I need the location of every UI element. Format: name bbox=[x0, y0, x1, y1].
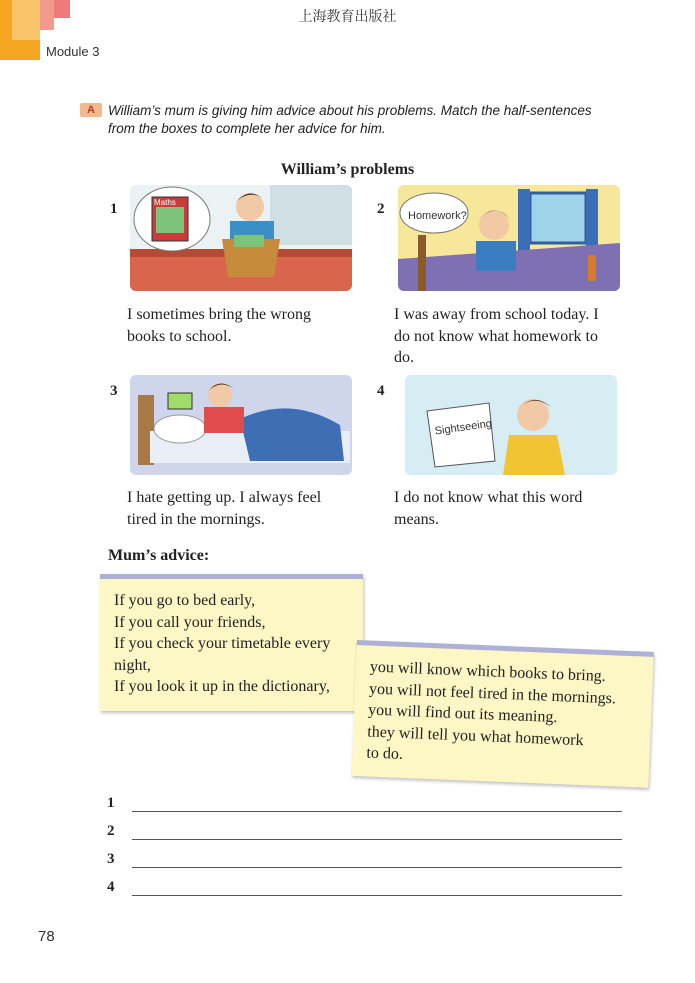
problem-4-illustration bbox=[405, 375, 617, 475]
advice-result: they will tell you what homework bbox=[366, 722, 584, 749]
page-number: 78 bbox=[38, 928, 55, 945]
advice-condition: If you call your friends, bbox=[114, 613, 266, 631]
answer-3-line[interactable] bbox=[132, 867, 622, 868]
problem-4-line: means. bbox=[394, 510, 439, 528]
answer-2-line[interactable] bbox=[132, 839, 622, 840]
problem-4-text bbox=[394, 487, 582, 530]
advice-result: you will not feel tired in the mornings. bbox=[368, 680, 617, 707]
problem-3-line: I hate getting up. I always feel bbox=[127, 489, 322, 506]
answer-2-number: 2 bbox=[107, 823, 115, 839]
problem-1-line: I sometimes bring the wrong bbox=[127, 306, 311, 323]
problem-1-line: books to school. bbox=[127, 327, 232, 345]
answer-3-number: 3 bbox=[107, 851, 115, 867]
advice-condition: If you check your timetable every bbox=[114, 635, 331, 652]
advice-condition: If you look it up in the dictionary, bbox=[114, 678, 330, 695]
problem-3-illustration bbox=[130, 375, 352, 475]
problem-1-illustration bbox=[130, 185, 352, 291]
problem-2-line: do not know what homework to bbox=[394, 327, 598, 345]
problem-2-illustration bbox=[398, 185, 620, 291]
answer-4-line[interactable] bbox=[132, 895, 622, 896]
activity-letter: A bbox=[87, 104, 95, 116]
problem-1-number: 1 bbox=[110, 201, 118, 217]
advice-condition: night, bbox=[114, 656, 151, 674]
advice-result: to do. bbox=[366, 744, 404, 763]
problem-3-line: tired in the mornings. bbox=[127, 510, 265, 528]
problem-3-text bbox=[127, 487, 321, 530]
advice-result: you will know which books to bring. bbox=[369, 658, 607, 686]
advice-right-box bbox=[352, 640, 654, 788]
advice-left-box bbox=[100, 574, 363, 711]
maths-book-sign: Maths bbox=[154, 198, 176, 207]
homework-thought-sign: Homework? bbox=[408, 210, 467, 222]
problem-3-number: 3 bbox=[110, 383, 118, 399]
instruction-line-1: William’s mum is giving him advice about his problems. Match the half-sentences bbox=[108, 103, 592, 118]
problem-4-number: 4 bbox=[377, 383, 385, 399]
problems-title: William’s problems bbox=[280, 161, 415, 178]
problem-2-text bbox=[394, 304, 599, 369]
problem-2-line: do. bbox=[394, 349, 414, 366]
sightseeing-sign: Sightseeing bbox=[434, 417, 493, 438]
answer-1-line[interactable] bbox=[132, 811, 622, 812]
advice-condition: If you go to bed early, bbox=[114, 592, 256, 609]
advice-result: you will find out its meaning. bbox=[367, 701, 558, 727]
publisher-name: 上海教育出版社 bbox=[298, 9, 397, 25]
answer-1-number: 1 bbox=[107, 795, 115, 811]
instruction-line-2: from the boxes to complete her advice for him. bbox=[108, 121, 386, 136]
problem-1-text bbox=[127, 304, 311, 347]
activity-instruction bbox=[108, 102, 592, 138]
module-label: Module 3 bbox=[46, 44, 100, 59]
advice-title: Mum’s advice: bbox=[108, 547, 210, 564]
problem-2-number: 2 bbox=[377, 201, 385, 217]
activity-badge bbox=[80, 103, 102, 117]
problem-2-line: I was away from school today. I bbox=[394, 306, 599, 323]
problem-4-line: I do not know what this word bbox=[394, 489, 583, 506]
answer-4-number: 4 bbox=[107, 879, 115, 895]
